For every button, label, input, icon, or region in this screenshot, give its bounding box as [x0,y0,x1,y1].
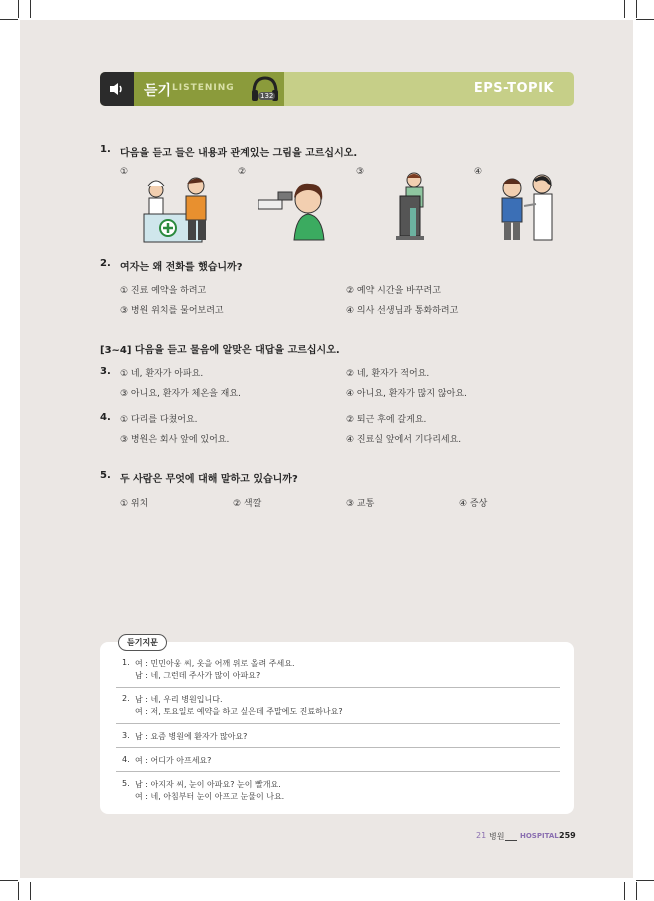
chapter-number: 21 [476,831,487,840]
question-text: 다음을 듣고 들은 내용과 관계있는 그림을 고르십시오. [120,148,358,159]
answer-option[interactable]: ③ 병원 위치를 물어보려고 [120,306,224,316]
question-number: 4. [100,412,111,423]
brand-logo: EPS-TOPIK [473,81,554,96]
picture-option-mark[interactable]: ③ [356,167,365,177]
section-title: 듣기 [144,83,172,99]
picture-option-mark[interactable]: ④ [474,167,483,177]
footer-rule [505,840,517,841]
crop-mark [636,880,654,881]
picture-option-mark[interactable]: ① [120,167,129,177]
headset-icon [250,75,280,103]
script-line: 남 : 네, 우리 병원입니다. [135,695,223,704]
thermometer-illustration[interactable] [258,180,333,242]
question-text: 두 사람은 무엇에 대해 말하고 있습니까? [120,474,298,485]
answer-option[interactable]: ① 다리를 다쳤어요. [120,415,198,425]
chapter-title-en: HOSPITAL [520,832,559,840]
question-number: 5. [100,470,111,481]
answer-option[interactable]: ④ 진료실 앞에서 기다리세요. [346,435,462,445]
crop-mark [30,882,31,900]
crop-mark [18,882,19,900]
crop-mark [0,880,18,881]
speaker-icon [100,72,134,106]
script-line: 남 : 요즘 병원에 환자가 많아요? [135,732,248,741]
answer-option[interactable]: ② 네, 환자가 적어요. [346,369,430,379]
script-line: 여 : 저, 토요일로 예약을 하고 싶은데 주말에도 진료하나요? [135,707,343,716]
question-number: 1. [100,144,111,155]
answer-option[interactable]: ② 색깔 [233,499,262,509]
script-divider [116,687,560,688]
crop-mark [636,19,654,20]
crop-mark [0,19,18,20]
script-line: 남 : 네, 그런데 주사가 많이 아파요? [135,671,261,680]
answer-option[interactable]: ① 진료 예약을 하려고 [120,286,207,296]
answer-option[interactable]: ③ 교통 [346,499,375,509]
section-subtitle: LISTENING [172,83,235,93]
scale-illustration[interactable] [392,170,437,242]
script-item-number: 5. [122,779,130,788]
track-number: 132 [260,92,274,100]
reception-desk-illustration[interactable] [140,172,215,244]
crop-mark [636,0,637,18]
script-divider [116,747,560,748]
script-title: 듣기지문 [118,634,167,651]
script-divider [116,723,560,724]
answer-option[interactable]: ② 예약 시간을 바꾸려고 [346,286,441,296]
injection-illustration[interactable] [498,172,560,242]
answer-option[interactable]: ③ 병원은 회사 앞에 있어요. [120,435,230,445]
answer-option[interactable]: ③ 아니요, 환자가 체온을 재요. [120,389,241,399]
answer-option[interactable]: ④ 아니요, 환자가 많지 않아요. [346,389,467,399]
chapter-title: 병원 [489,832,505,841]
crop-mark [30,0,31,18]
question-number: 3. [100,366,111,377]
answer-option[interactable]: ① 네, 환자가 아파요. [120,369,204,379]
answer-option[interactable]: ④ 의사 선생님과 통화하려고 [346,306,459,316]
group-instruction: [3~4] 다음을 듣고 물음에 알맞은 대답을 고르십시오. [100,345,340,356]
answer-option[interactable]: ② 퇴근 후에 갈게요. [346,415,427,425]
script-item-number: 4. [122,755,130,764]
script-line: 여 : 어디가 아프세요? [135,756,212,765]
page-number: 259 [559,831,576,840]
question-number: 2. [100,258,111,269]
script-item-number: 2. [122,694,130,703]
script-line: 여 : 민민아웅 씨, 옷을 어깨 위로 올려 주세요. [135,659,295,668]
answer-option[interactable]: ① 위치 [120,499,149,509]
script-line: 남 : 아지자 씨, 눈이 아파요? 눈이 빨개요. [135,780,281,789]
crop-mark [624,0,625,18]
script-line: 여 : 네, 아침부터 눈이 아프고 눈물이 나요. [135,792,285,801]
crop-mark [636,882,637,900]
question-text: 여자는 왜 전화를 했습니까? [120,262,243,273]
picture-option-mark[interactable]: ② [238,167,247,177]
script-item-number: 1. [122,658,130,667]
crop-mark [624,882,625,900]
script-item-number: 3. [122,731,130,740]
crop-mark [18,0,19,18]
script-divider [116,771,560,772]
section-header [100,72,574,106]
answer-option[interactable]: ④ 증상 [459,499,488,509]
